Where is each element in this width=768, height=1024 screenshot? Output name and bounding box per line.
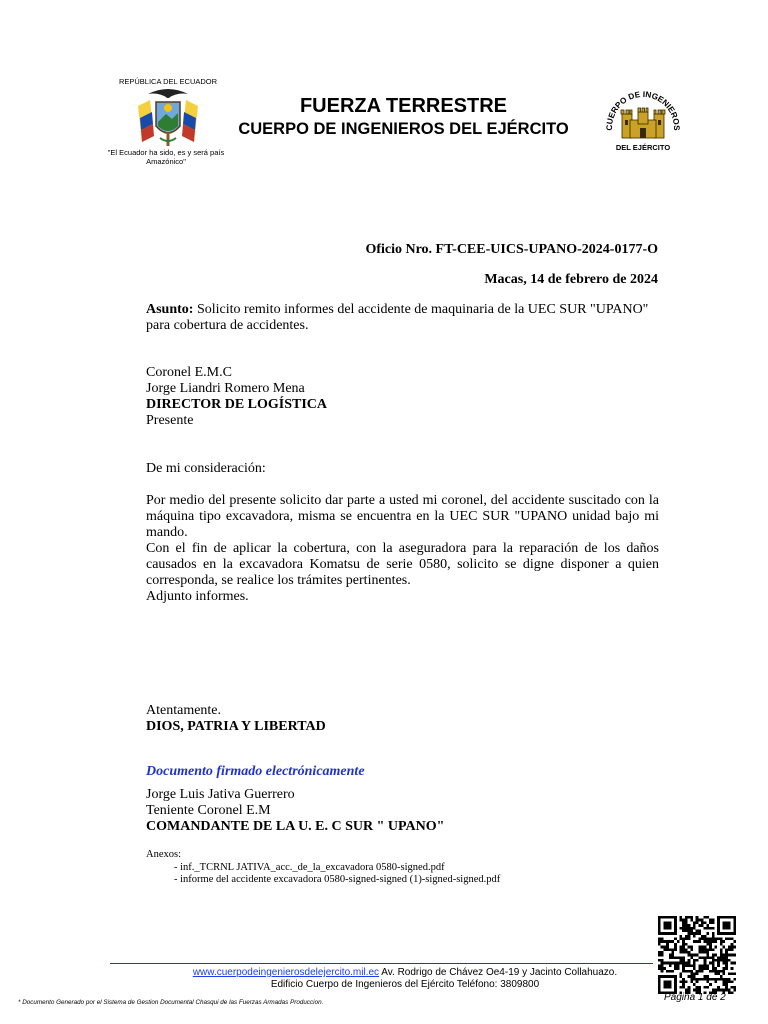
closing-motto: DIOS, PATRIA Y LIBERTAD: [146, 719, 326, 734]
footer-address-line: [110, 967, 700, 979]
recipient-title: DIRECTOR DE LOGÍSTICA: [146, 397, 328, 412]
letter-body: [146, 493, 659, 605]
subject-text: Solicito remito informes del accidente de maquinaria de la UEC SUR "UPANO" para cobertura de accidentes.: [146, 302, 649, 333]
closing-block: [146, 703, 666, 735]
subject-label: Asunto:: [146, 302, 194, 317]
recipient-name: Jorge Liandri Romero Mena: [146, 381, 305, 396]
website-link[interactable]: www.cuerpodeingenierosdelejercito.mil.ec: [192, 967, 380, 978]
motto-text: "El Ecuador ha sido, es y será país Amazónico": [107, 148, 225, 166]
body-paragraph-2: Con el fin de aplicar la cobertura, con la aseguradora para la reparación de los daños causados en la excavadora Komatsu de serie 0580, solicito se digne disponer a quien corresponda, se realice los trámites pertinentes.: [146, 541, 659, 588]
subject-block: [146, 302, 662, 334]
electronic-signature-note: Documento firmado electrónicamente: [146, 764, 365, 779]
attachment-item[interactable]: - informe del accidente excavadora 0580-signed-signed (1)-signed-signed.pdf: [174, 874, 501, 885]
attachment-item[interactable]: - inf._TCRNL JATIVA_acc._de_la_excavadora 0580-signed.pdf: [174, 861, 445, 873]
recipient-block: [146, 365, 666, 429]
header-subtitle: CUERPO DE INGENIEROS DEL EJÉRCITO: [238, 120, 569, 138]
signer-name: Jorge Luis Jativa Guerrero: [146, 787, 295, 802]
closing-text: Atentamente.: [146, 703, 222, 718]
page-number: Página 1 de 2: [664, 992, 726, 1003]
header-title: FUERZA TERRESTRE: [299, 95, 508, 117]
recipient-rank: Coronel E.M.C: [146, 365, 232, 380]
engineer-logo-bottom-text: DEL EJÉRCITO: [615, 143, 671, 152]
body-paragraph-3: Adjunto informes.: [146, 589, 249, 604]
body-paragraph-1: Por medio del presente solicito dar parte a usted mi coronel, del accidente suscitado con la máquina tipo excavadora, misma se encuentra en la UEC SUR "UPANO unidad bajo mi mando.: [146, 493, 659, 540]
letter-date: Macas, 14 de febrero de 2024: [484, 272, 658, 287]
footer-building-phone: Edificio Cuerpo de Ingenieros del Ejército Teléfono: 3809800: [270, 979, 540, 990]
engineer-castle-icon: [602, 84, 684, 156]
footer-address: Av. Rodrigo de Chávez Oe4-19 y Jacinto Collahuazo.: [379, 967, 618, 978]
republic-label: REPÚBLICA DEL ECUADOR: [118, 77, 218, 86]
greeting: De mi consideración:: [146, 461, 266, 476]
attachments-label: Anexos:: [146, 849, 181, 860]
system-disclaimer: * Documento Generado por el Sistema de Gestion Documental Chasqui de las Fuerzas Armadas Produccion.: [18, 999, 324, 1006]
signer-title: COMANDANTE DE LA U. E. C SUR " UPANO": [146, 819, 445, 834]
attachments-block: [146, 849, 646, 887]
engineer-logo-top-text: CUERPO DE INGENIEROS: [604, 89, 682, 131]
recipient-presente: Presente: [146, 413, 194, 428]
oficio-number: Oficio Nro. FT-CEE-UICS-UPANO-2024-0177-O: [365, 242, 658, 257]
ecuador-coat-of-arms-icon: [134, 86, 202, 148]
signer-rank: Teniente Coronel E.M: [146, 803, 271, 818]
signer-block: [146, 787, 666, 835]
footer-divider: [110, 963, 653, 964]
